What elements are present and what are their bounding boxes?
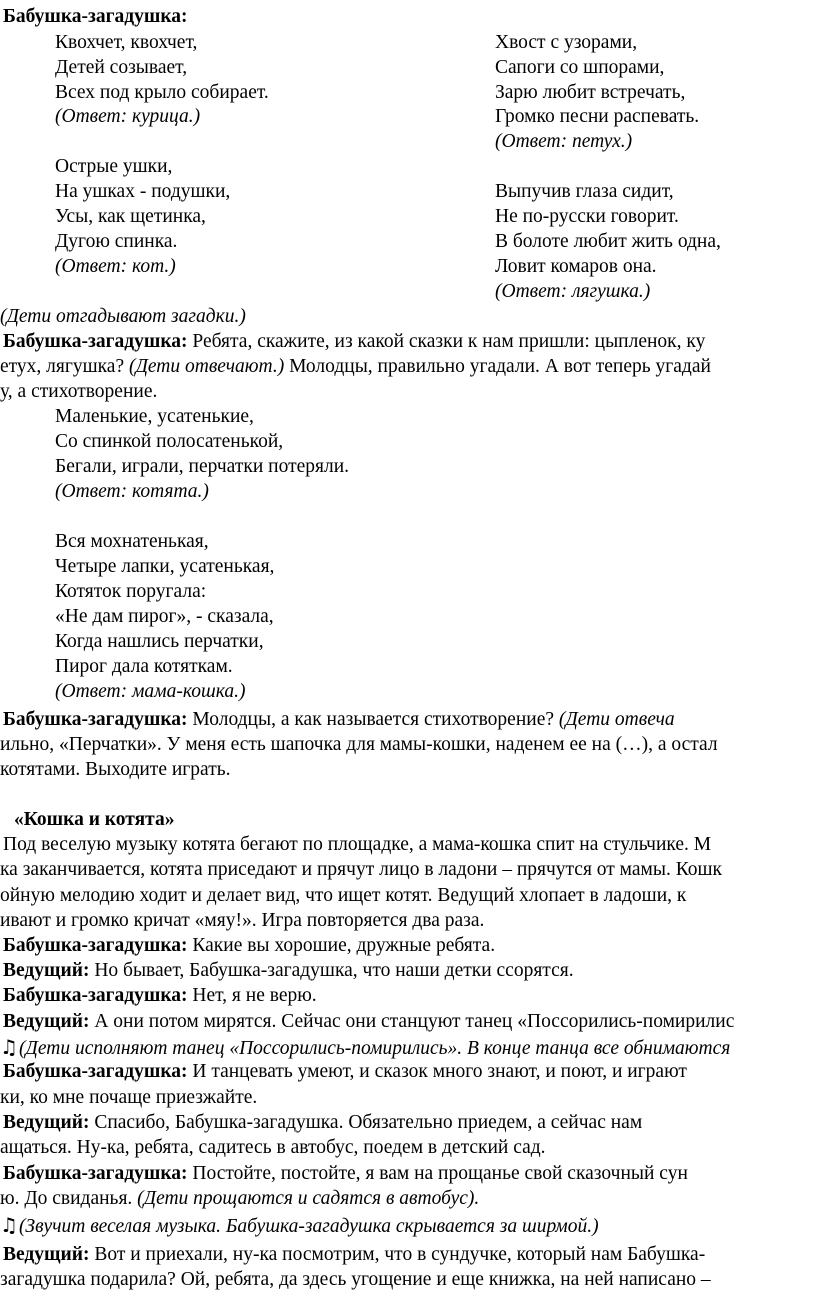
stage-direction (0, 1035, 730, 1062)
speech-text: Нет, я не верю. (192, 985, 317, 1006)
riddle-line: Сапоги со шпорами, (495, 57, 665, 78)
speaker-label: Бабушка-загадушка: (3, 709, 188, 730)
poem-line: Когда нашлись перчатки, (55, 631, 264, 652)
riddle-answer: (Ответ: мама-кошка.) (55, 681, 246, 702)
riddle-line: Хвост с узорами, (495, 32, 638, 53)
riddle-answer: (Ответ: петух.) (495, 131, 633, 152)
speech-text: Молодцы, а как называется стихотворение? (192, 709, 555, 730)
riddle-line: Громко песни распевать. (495, 106, 700, 127)
stage-direction: (Дети отгадывают загадки.) (0, 306, 246, 327)
stage-direction (0, 1213, 599, 1240)
stage-direction: (Дети прощаются и садятся в автобус). (137, 1188, 480, 1209)
paragraph-line: ка заканчивается, котята приседают и прячут лицо в ладони – прячутся от мамы. Кошк (0, 859, 723, 880)
poem-line: Бегали, играли, перчатки потеряли. (55, 456, 350, 477)
paragraph-line: Под веселую музыку котята бегают по площадке, а мама-кошка спит на стульчике. М (3, 834, 712, 855)
paragraph-line (3, 708, 675, 733)
paragraph-line: ащаться. Ну-ка, ребята, садитесь в автобус, поедем в детский сад. (0, 1137, 546, 1158)
speech-text: Постойте, постойте, я вам на прощанье свой сказочный сун (192, 1163, 688, 1184)
riddle-line: Острые ушки, (55, 156, 173, 177)
speech-text: Ребята, скажите, из какой сказки к нам пришли: цыпленок, ку (192, 331, 706, 352)
dialog-line (3, 934, 495, 959)
speech-text: И танцевать умеют, и сказок много знают, и поют, и играют (192, 1061, 687, 1082)
paragraph-line (3, 1243, 705, 1268)
paragraph-line: у, а стихотворение. (0, 381, 158, 402)
paragraph-line (3, 1111, 642, 1136)
music-note-icon: ♫ (0, 1213, 18, 1237)
paragraph-line: загадушка подарила? Ой, ребята, да здесь угощение и еще книжка, на ней написано – (0, 1269, 711, 1290)
speech-text: етух, лягушка? (0, 356, 125, 377)
music-note-icon: ♫ (0, 1035, 18, 1059)
section-heading: Бабушка-загадушка: (3, 6, 188, 27)
paragraph-line (0, 1187, 479, 1212)
speaker-label: Бабушка-загадушка: (3, 1163, 188, 1184)
speaker-label: Ведущий: (3, 1112, 90, 1133)
poem-line: Вся мохнатенькая, (55, 531, 209, 552)
speech-text: ю. До свиданья. (0, 1188, 133, 1209)
riddle-line: Ловит комаров она. (495, 256, 657, 277)
speech-text: Молодцы, правильно угадали. А вот теперь угадай (289, 356, 711, 377)
speaker-label: Бабушка-загадушка: (3, 935, 188, 956)
riddle-answer: (Ответ: курица.) (55, 106, 201, 127)
speech-text: Вот и приехали, ну-ка посмотрим, что в сундучке, который нам Бабушка- (94, 1244, 706, 1265)
paragraph-line: котятами. Выходите играть. (0, 759, 231, 780)
riddle-line: Выпучив глаза сидит, (495, 181, 674, 202)
speaker-label: Ведущий: (3, 1244, 90, 1265)
dialog-line (3, 959, 574, 984)
riddle-answer: (Ответ: лягушка.) (495, 281, 651, 302)
paragraph-line (3, 330, 705, 355)
dialog-line (3, 984, 317, 1009)
speech-text: Какие вы хорошие, дружные ребята. (192, 935, 496, 956)
paragraph-line: ильно, «Перчатки». У меня есть шапочка для мамы-кошки, наденем ее на (…), а остал (0, 734, 718, 755)
speaker-label: Бабушка-загадушка: (3, 985, 188, 1006)
dialog-line (3, 1010, 734, 1035)
stage-direction-text: (Звучит веселая музыка. Бабушка-загадушка скрывается за ширмой.) (18, 1216, 599, 1237)
poem-line: Четыре лапки, усатенькая, (55, 556, 275, 577)
speaker-label: Ведущий: (3, 960, 90, 981)
paragraph-line: ойную мелодию ходит и делает вид, что ищет котят. Ведущий хлопает в ладоши, к (0, 885, 687, 906)
speech-text: А они потом мирятся. Сейчас они станцуют танец «Поссорились-помирилис (94, 1011, 735, 1032)
speaker-label: Бабушка-загадушка: (3, 331, 188, 352)
riddle-line: Детей созывает, (55, 57, 188, 78)
speaker-label: Ведущий: (3, 1011, 90, 1032)
speech-text: Спасибо, Бабушка-загадушка. Обязательно приедем, а сейчас нам (94, 1112, 643, 1133)
riddle-line: Квохчет, квохчет, (55, 32, 198, 53)
riddle-line: Не по-русски говорит. (495, 206, 679, 227)
paragraph-line (3, 1060, 687, 1085)
stage-direction: (Дети отвеча (558, 709, 675, 730)
riddle-line: Усы, как щетинка, (55, 206, 206, 227)
riddle-line: Всех под крыло собирает. (55, 82, 269, 103)
paragraph-line (3, 1162, 688, 1187)
riddle-answer: (Ответ: котята.) (55, 481, 209, 502)
poem-line: Котяток поругала: (55, 581, 207, 602)
poem-line: Пирог дала котяткам. (55, 656, 233, 677)
speaker-label: Бабушка-загадушка: (3, 1061, 188, 1082)
poem-line: «Не дам пирог», - сказала, (55, 606, 274, 627)
riddle-line: На ушках - подушки, (55, 181, 231, 202)
stage-direction-text: (Дети исполняют танец «Поссорились-помирились». В конце танца все обнимаются (18, 1038, 731, 1059)
riddle-line: В болоте любит жить одна, (495, 231, 721, 252)
poem-line: Со спинкой полосатенькой, (55, 431, 284, 452)
riddle-line: Зарю любит встречать, (495, 82, 686, 103)
game-title: «Кошка и котята» (14, 809, 175, 830)
riddle-line: Дугою спинка. (55, 231, 178, 252)
riddle-answer: (Ответ: кот.) (55, 256, 176, 277)
poem-line: Маленькие, усатенькие, (55, 406, 254, 427)
speech-text: Но бывает, Бабушка-загадушка, что наши детки ссорятся. (94, 960, 574, 981)
paragraph-line: ки, ко мне почаще приезжайте. (0, 1087, 258, 1108)
paragraph-line (0, 355, 711, 380)
stage-direction: (Дети отвечают.) (129, 356, 285, 377)
paragraph-line: ивают и громко кричат «мяу!». Игра повторяется два раза. (0, 910, 485, 931)
